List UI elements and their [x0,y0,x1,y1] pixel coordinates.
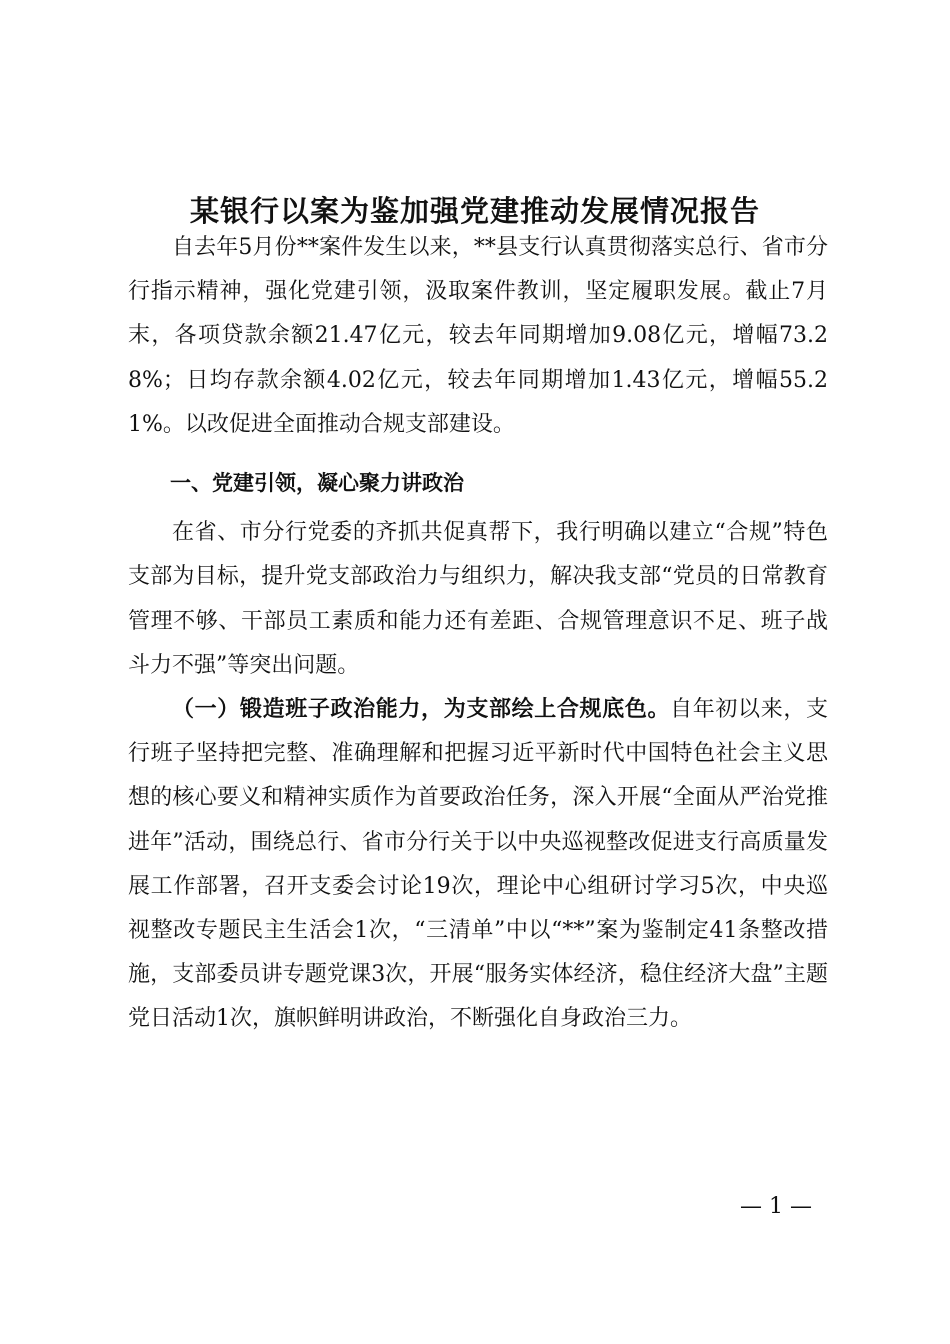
subsection-text: 自年初以来，支行班子坚持把完整、准确理解和把握习近平新时代中国特色社会主义思想的核心要义和精神实质作为首要政治任务，深入开展“全面从严治党推进年”活动，围绕总行、省市分行关于以中央巡视整改促进支行高质量发展工作部署，召开支委会讨论19次，理论中心组研讨学习5次，中央巡视整改专题民主生活会1次，“三清单”中以“**”案为鉴制定41条整改措施，支部委员讲专题党课3次，开展“服务实体经济，稳住经济大盘”主题党日活动1次，旗帜鲜明讲政治，不断强化自身政治三力。 [128,697,828,1032]
subsection-lead: （一）锻造班子政治能力，为支部绘上合规底色。 [172,697,671,723]
document-body [128,226,828,1042]
section-heading: 一、党建引领，凝心聚力讲政治 [170,471,464,496]
intro-paragraph: 自去年5月份**案件发生以来，**县支行认真贯彻落实总行、省市分行指示精神，强化党建引领，汲取案件教训，坚定履职发展。截止7月末，各项贷款余额21.47亿元，较去年同期增加9.08亿元，增幅73.28%；日均存款余额4.02亿元，较去年同期增加1.43亿元，增幅55.21%。以改促进全面推动合规支部建设。 [128,235,828,437]
page-number: — 1 — [740,1194,812,1219]
section-paragraph: 在省、市分行党委的齐抓共促真帮下，我行明确以建立“合规”特色支部为目标，提升党支部政治力与组织力，解决我支部“党员的日常教育管理不够、干部员工素质和能力还有差距、合规管理意识不足、班子战斗力不强”等突出问题。 [128,520,828,678]
subsection-paragraph [128,688,828,1042]
document-title: 某银行以案为鉴加强党建推动发展情况报告 [189,194,760,229]
